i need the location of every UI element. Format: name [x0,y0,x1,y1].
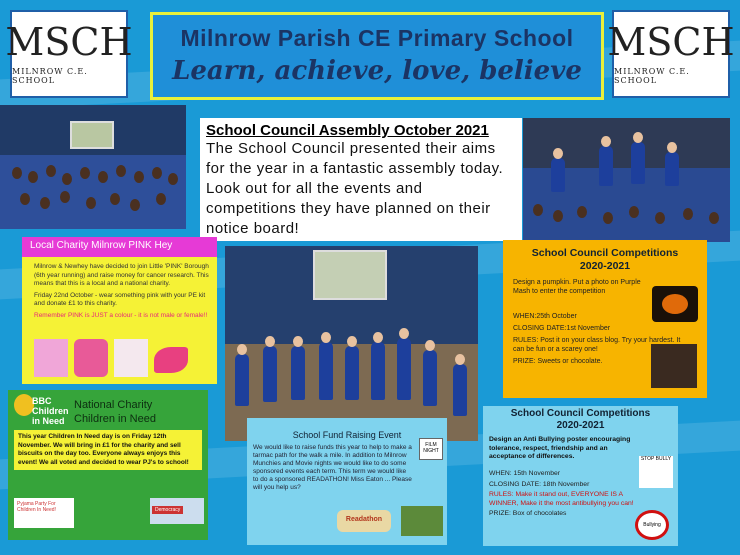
competition-intro: Design a pumpkin. Put a photo on Purple Mash to enter the competition [513,279,641,295]
local-charity-title: Local Charity Milnrow PINK Hey [22,237,217,257]
pyjama-party-poster: Pyjama Party For Children In Need! [14,498,74,528]
anti-bullying-competition-panel [483,406,678,546]
pumpkin-photo [652,286,698,322]
national-charity-note: This year Children In Need day is on Friday 12th November. We will bring in £1 for the charity and sell biscuits on the day too. Everyone always enjoys this event! We all voted and decided to wear PJ's to school! [14,430,202,470]
democracy-poster: Democracy [150,498,204,524]
assembly-title: School Council Assembly October 2021 [206,122,489,139]
list-item: RULES: Post it on your class blog. Try your hardest. It can be fun or a scarey one! [513,337,681,353]
school-council-group-photo [225,246,478,441]
fund-raising-panel [247,418,447,545]
pumpkin-competition-panel [503,240,707,398]
assembly-notice [200,118,522,241]
list-item: WHEN:25th October [513,313,577,320]
local-charity-panel [22,237,217,384]
competition-details [489,470,637,521]
logo-crest: MSCH [5,20,133,64]
list-item: CLOSING DATE:1st November [513,325,611,332]
national-charity-panel [8,390,208,540]
list-item: PRIZE: Box of chocolates [489,510,567,517]
list-item: RULES: Make it stand out, EVERYONE IS A WINNER, Make it the most antibullying you can! [489,491,634,507]
pink-girl-photo [34,339,68,377]
list-item: Friday 22nd October - wear something pink with your PE kit and donate £1 to this charity. [34,291,206,307]
national-charity-title: National Charity Children in Need [74,399,156,425]
fund-raising-body: We would like to raise funds this year to help to make a tarmac path for the walk a mile. In addition to Milnrow Munchies and Movie nights we would like to do some sponsored events each term. This term we would like to do a sponsored READATHON! Miss Eaton ... Please will you help us? [253,444,412,491]
assembly-photo-hall [0,105,186,229]
fund-raising-title: School Fund Raising Event [292,430,402,440]
no-bullying-icon: Bullying [635,510,669,540]
school-name: Milnrow Parish CE Primary School [180,25,574,51]
list-item: Milnrow & Newhey have decided to join Little 'PINK' Borough (6th year running) and raise money for cancer research. This means that this is a local and a national charity. [34,263,209,287]
pink-socks-icon [74,339,108,377]
readathon-logo: Readathon [337,510,391,532]
school-motto: Learn, achieve, love, believe [172,56,582,86]
pumpkin-kid-photo [651,344,697,388]
list-item: PRIZE: Sweets or chocolate. [513,358,603,365]
pudsey-bear-icon [14,394,34,416]
header-banner [150,12,604,100]
list-item: CLOSING DATE: 18th November [489,480,590,488]
pink-footballer-photo [114,339,148,377]
assembly-body: The School Council presented their aims for the year in a fantastic assembly today. Look out for all the events and competitions they have planned on their notice board! [206,140,504,237]
local-charity-list [22,257,217,320]
logo-text: MILNROW C.E. SCHOOL [614,67,690,85]
film-night-icon: FILM NIGHT [419,438,443,460]
list-item: WHEN: 15th November [489,470,561,477]
stop-bully-icon: STOP BULLY [639,456,673,488]
competition-title: School Council Competitions 2020-2021 [531,247,679,272]
path-photo [401,506,443,536]
logo-crest: MSCH [607,20,735,64]
assembly-photo-council [523,118,730,242]
school-logo-right [607,10,735,98]
pink-images [34,339,188,377]
list-item: Remember PINK is JUST a colour - it is not male or female!! [34,311,208,319]
pink-bowtie-icon [154,347,188,373]
school-logo-left [5,10,133,98]
competition-title: School Council Competitions 2020-2021 [510,408,651,431]
children-in-need-logo: BBC Children in Need [14,394,70,434]
logo-text: MILNROW C.E. SCHOOL [12,67,88,85]
competition-intro: Design an Anti Bullying poster encouraging tolerance, respect, friendship and an acceptance of differences. [489,436,631,460]
